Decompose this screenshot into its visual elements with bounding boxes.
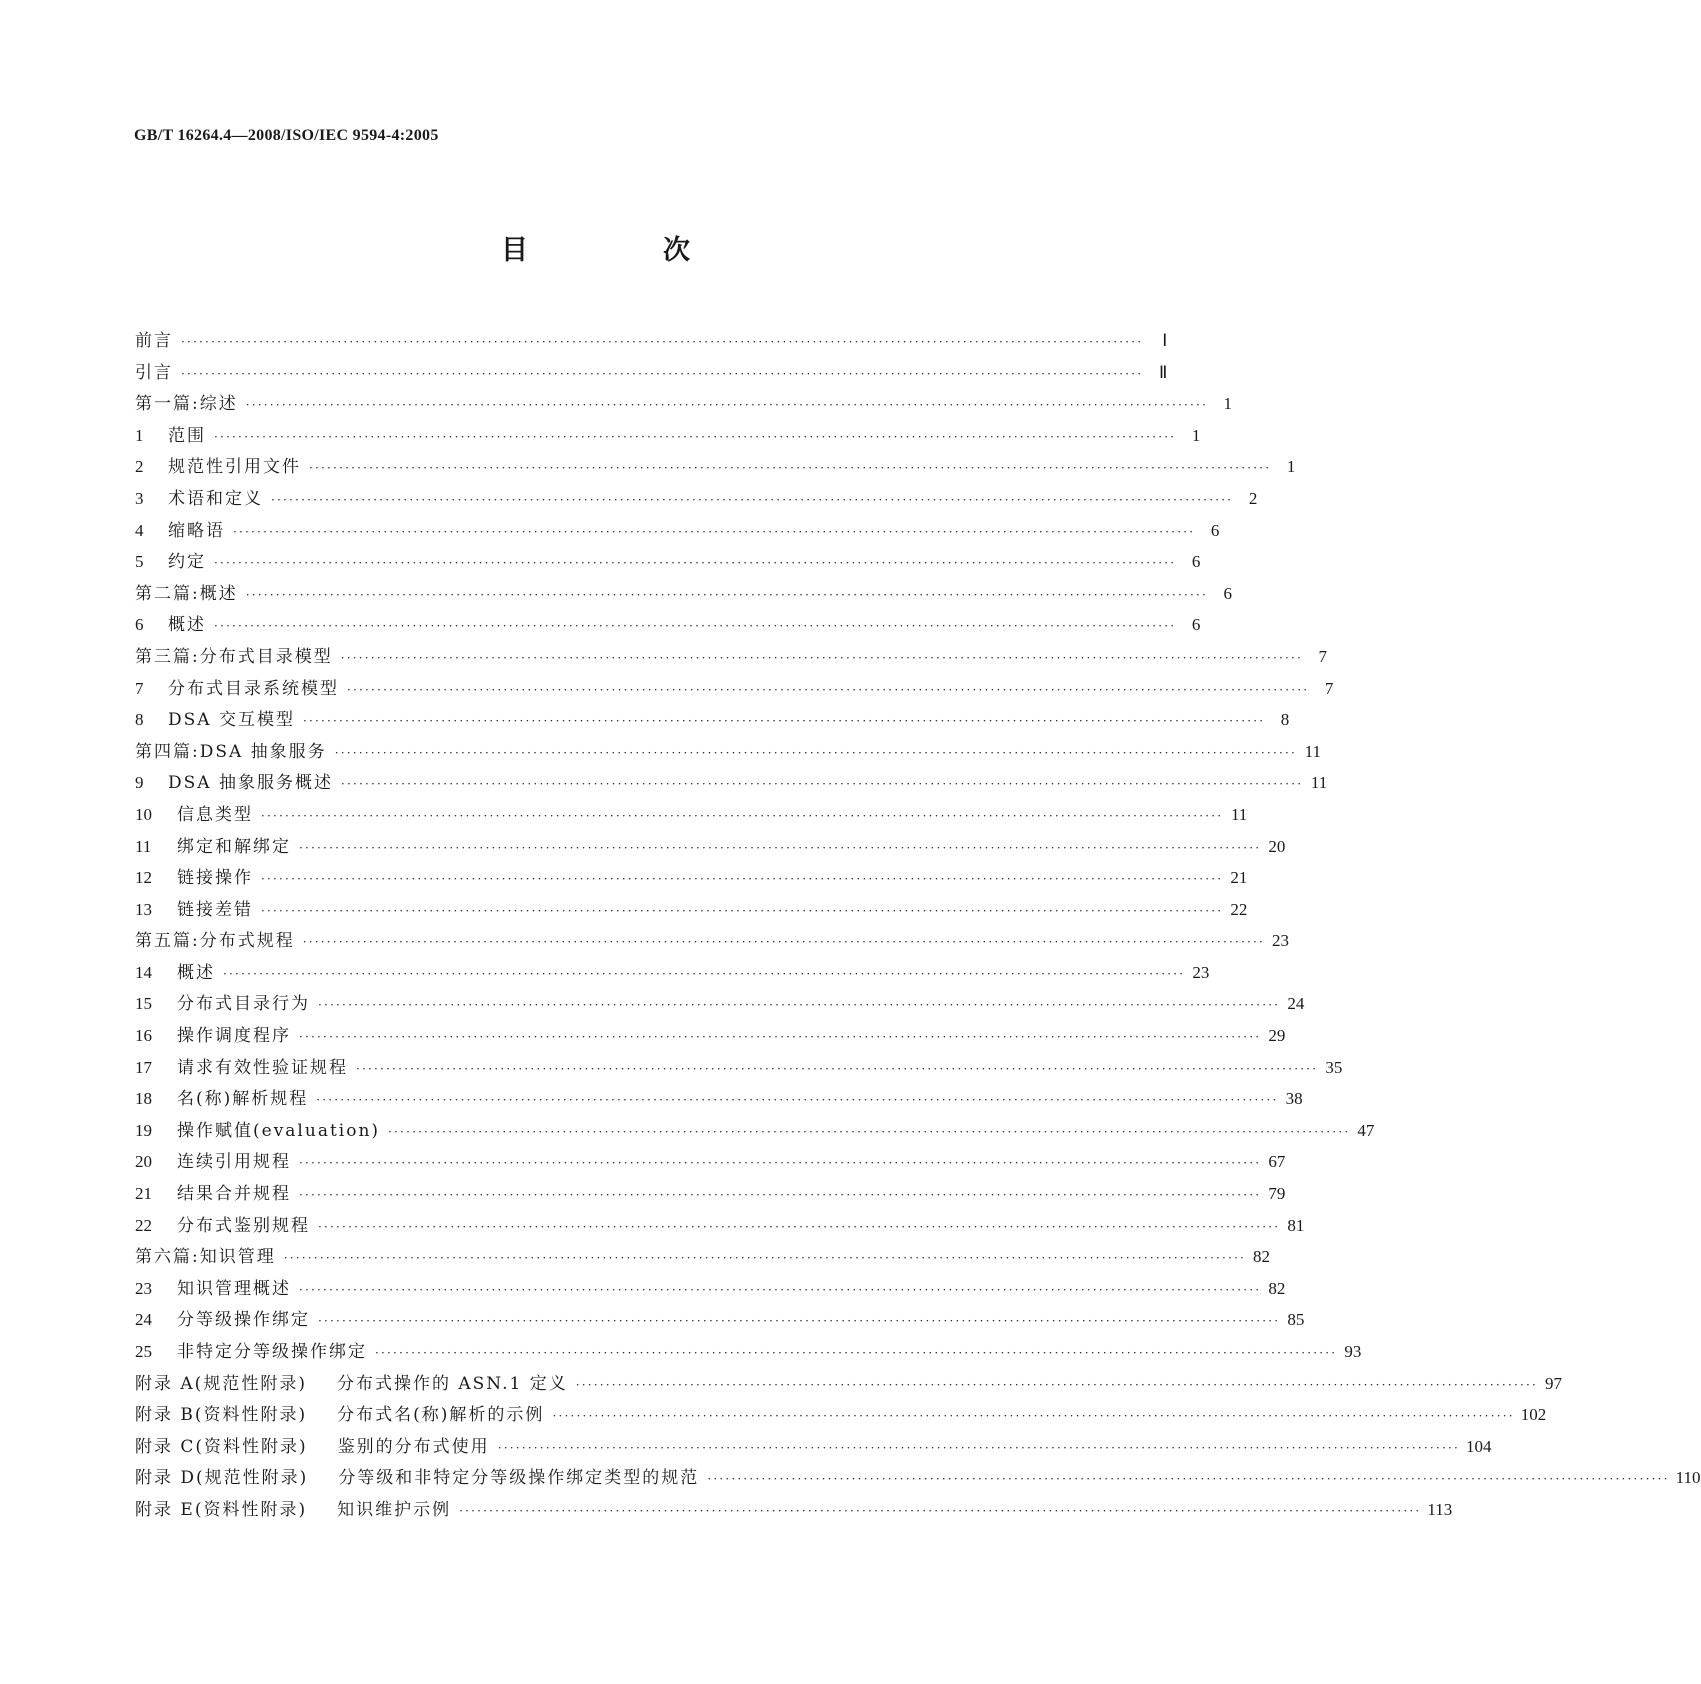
toc-leader-dots: ································································································································································ bbox=[181, 335, 1144, 349]
toc-entry-title: 缩略语 bbox=[168, 520, 225, 541]
toc-leader-dots: ································································································································································ bbox=[318, 998, 1281, 1013]
toc-entry-title: 第四篇:DSA 抽象服务 bbox=[135, 741, 327, 762]
toc-leader-dots: ································································································································································ bbox=[309, 461, 1272, 476]
toc-entry-title: 分布式目录系统模型 bbox=[168, 678, 339, 699]
toc-entry-page-number: 23 bbox=[1192, 962, 1210, 982]
toc-entry[interactable] bbox=[135, 1463, 1701, 1495]
toc-leader-dots: ································································································································································ bbox=[302, 935, 1266, 950]
toc-entry-title: 绑定和解绑定 bbox=[177, 836, 291, 857]
toc-entry-number: 1 bbox=[135, 425, 144, 445]
toc-entry-number: 19 bbox=[135, 1120, 152, 1140]
toc-entry[interactable] bbox=[135, 579, 1233, 611]
toc-entry-title: 范围 bbox=[168, 425, 206, 446]
toc-entry[interactable] bbox=[135, 421, 1201, 453]
toc-entry-page-number: 11 bbox=[1310, 773, 1328, 793]
toc-entry-title: 规范性引用文件 bbox=[168, 457, 301, 478]
toc-entry-page-number: 97 bbox=[1545, 1373, 1563, 1393]
toc-entry-page-number: 11 bbox=[1230, 804, 1248, 824]
toc-entry[interactable] bbox=[135, 1495, 1453, 1527]
toc-entry-subtitle: 知识维护示例 bbox=[337, 1499, 452, 1520]
toc-entry-title: 附录 A(规范性附录) bbox=[135, 1373, 307, 1394]
toc-entry-number: 13 bbox=[135, 899, 152, 919]
toc-leader-dots: ································································································································································ bbox=[299, 840, 1262, 855]
toc-leader-dots: ································································································································································ bbox=[375, 1346, 1338, 1360]
toc-entry[interactable] bbox=[135, 642, 1328, 674]
toc-entry-title: 前言 bbox=[135, 331, 173, 351]
toc-entry-page-number: 81 bbox=[1287, 1215, 1305, 1235]
toc-entry[interactable] bbox=[135, 1337, 1362, 1369]
toc-entry-title: 第三篇:分布式目录模型 bbox=[135, 646, 333, 667]
toc-entry-title: DSA 交互模型 bbox=[168, 710, 295, 731]
toc-entry[interactable] bbox=[135, 389, 1233, 421]
toc-entry-page-number: 7 bbox=[1324, 678, 1334, 698]
toc-entry-number: 18 bbox=[135, 1089, 152, 1109]
toc-entry-subtitle: 分布式名(称)解析的示例 bbox=[337, 1405, 545, 1426]
toc-entry-title: 附录 D(规范性附录) bbox=[135, 1468, 309, 1489]
toc-leader-dots: ································································································································································ bbox=[214, 556, 1177, 571]
toc-entry[interactable] bbox=[135, 1400, 1547, 1432]
toc-entry-page-number: 102 bbox=[1520, 1405, 1547, 1425]
toc-entry[interactable] bbox=[135, 1242, 1271, 1274]
toc-leader-dots: ································································································································································ bbox=[340, 777, 1304, 792]
toc-leader-dots: ································································································································································ bbox=[245, 587, 1209, 602]
toc-entry-number: 4 bbox=[135, 520, 144, 540]
toc-entry-title: 第五篇:分布式规程 bbox=[135, 931, 295, 952]
toc-leader-dots: ································································································································································ bbox=[707, 1472, 1670, 1487]
document-code: GB/T 16264.4—2008/ISO/IEC 9594-4:2005 bbox=[134, 127, 439, 144]
toc-entry-number: 2 bbox=[135, 457, 144, 477]
toc-leader-dots: ································································································································································ bbox=[261, 808, 1224, 823]
toc-entry-page-number: 23 bbox=[1272, 931, 1290, 951]
toc-leader-dots: ································································································································································ bbox=[214, 619, 1177, 634]
toc-leader-dots: ································································································································································ bbox=[245, 398, 1209, 413]
toc-entry[interactable] bbox=[135, 1147, 1286, 1179]
toc-entry-number: 12 bbox=[135, 868, 152, 888]
toc-entry-number: 15 bbox=[135, 994, 152, 1014]
toc-entry[interactable] bbox=[135, 674, 1334, 706]
toc-entry-title: 请求有效性验证规程 bbox=[177, 1057, 348, 1078]
page-title: 目 次 bbox=[501, 235, 744, 266]
toc-entry-page-number: 22 bbox=[1230, 899, 1248, 919]
toc-leader-dots: ································································································································································ bbox=[223, 966, 1186, 981]
toc-leader-dots: ································································································································································ bbox=[299, 1188, 1262, 1203]
toc-entry-title: 附录 C(资料性附录) bbox=[135, 1436, 308, 1457]
toc-entry-page-number: 24 bbox=[1287, 994, 1305, 1014]
toc-entry-page-number: 2 bbox=[1248, 488, 1258, 508]
toc-entry-number: 3 bbox=[135, 488, 144, 508]
toc-entry-number: 21 bbox=[135, 1184, 152, 1204]
toc-entry-page-number: 82 bbox=[1253, 1247, 1271, 1267]
toc-entry[interactable] bbox=[135, 547, 1201, 579]
toc-entry-title: 附录 E(资料性附录) bbox=[135, 1499, 308, 1520]
toc-entry-page-number: 11 bbox=[1304, 741, 1321, 761]
toc-leader-dots: ································································································································································ bbox=[318, 1219, 1281, 1234]
toc-entry-number: 8 bbox=[135, 710, 144, 730]
toc-leader-dots: ································································································································································ bbox=[261, 872, 1224, 887]
toc-entry-subtitle: 分布式操作的 ASN.1 定义 bbox=[336, 1373, 568, 1394]
toc-entry-number: 6 bbox=[135, 615, 144, 635]
toc-leader-dots: ································································································································································ bbox=[271, 492, 1234, 507]
toc-entry[interactable] bbox=[135, 610, 1201, 642]
toc-leader-dots: ································································································································································ bbox=[302, 714, 1266, 729]
toc-entry-subtitle: 鉴别的分布式使用 bbox=[337, 1436, 490, 1457]
toc-entry-title: 第六篇:知识管理 bbox=[135, 1247, 276, 1268]
toc-leader-dots: ································································································································································ bbox=[388, 1124, 1351, 1139]
toc-entry-title: 第二篇:概述 bbox=[135, 583, 238, 604]
toc-entry-page-number: 21 bbox=[1230, 868, 1248, 888]
toc-entry[interactable] bbox=[135, 705, 1290, 737]
toc-entry[interactable] bbox=[135, 1116, 1375, 1148]
toc-entry-page-number: 6 bbox=[1191, 615, 1201, 635]
toc-entry[interactable] bbox=[135, 737, 1321, 769]
toc-entry[interactable] bbox=[135, 1021, 1286, 1053]
toc-entry-number: 20 bbox=[135, 1152, 152, 1172]
toc-entry-number: 17 bbox=[135, 1057, 152, 1077]
toc-entry-title: 链接操作 bbox=[177, 868, 253, 889]
toc-leader-dots: ································································································································································ bbox=[459, 1503, 1422, 1518]
toc-leader-dots: ································································································································································ bbox=[575, 1377, 1539, 1392]
toc-entry[interactable] bbox=[135, 1211, 1305, 1243]
toc-entry[interactable] bbox=[135, 516, 1220, 548]
toc-entry-page-number: 47 bbox=[1357, 1120, 1375, 1140]
toc-entry-number: 14 bbox=[135, 962, 152, 982]
toc-entry-title: 操作赋值(evaluation) bbox=[177, 1120, 381, 1141]
toc-entry-page-number: 29 bbox=[1268, 1026, 1286, 1046]
toc-entry-title: 结果合并规程 bbox=[177, 1184, 291, 1205]
toc-entry-page-number: 6 bbox=[1223, 583, 1233, 603]
toc-entry-number: 22 bbox=[135, 1215, 152, 1235]
toc-entry[interactable] bbox=[135, 452, 1296, 484]
toc-entry[interactable] bbox=[135, 926, 1290, 958]
toc-entry[interactable] bbox=[135, 1305, 1305, 1337]
toc-leader-dots: ································································································································································ bbox=[356, 1061, 1319, 1076]
toc-entry[interactable] bbox=[135, 768, 1328, 800]
toc-entry-page-number: 79 bbox=[1268, 1184, 1286, 1204]
toc-entry-page-number: 35 bbox=[1325, 1057, 1343, 1077]
toc-entry-page-number: 6 bbox=[1210, 520, 1220, 540]
toc-leader-dots: ································································································································································ bbox=[497, 1440, 1460, 1455]
toc-entry[interactable] bbox=[135, 958, 1210, 990]
toc-entry[interactable] bbox=[135, 358, 1168, 390]
toc-leader-dots: ································································································································································ bbox=[334, 745, 1297, 760]
toc-entry-title: 分布式目录行为 bbox=[177, 994, 310, 1015]
toc-entry-number: 7 bbox=[135, 678, 144, 698]
toc-entry-page-number: 82 bbox=[1268, 1278, 1286, 1298]
toc-entry-number: 5 bbox=[135, 552, 144, 572]
toc-entry[interactable] bbox=[135, 1179, 1286, 1211]
toc-leader-dots: ································································································································································ bbox=[316, 1093, 1279, 1108]
toc-entry-number: 10 bbox=[135, 804, 152, 824]
toc-leader-dots: ································································································································································ bbox=[233, 524, 1196, 539]
toc-entry-title: DSA 抽象服务概述 bbox=[168, 773, 333, 794]
toc-entry-page-number: 8 bbox=[1280, 710, 1290, 730]
toc-entry-page-number: 113 bbox=[1427, 1499, 1453, 1519]
table-of-contents bbox=[135, 326, 1701, 1527]
toc-entry-title: 分等级操作绑定 bbox=[177, 1310, 310, 1331]
toc-entry-number: 16 bbox=[135, 1026, 152, 1046]
toc-leader-dots: ································································································································································ bbox=[347, 682, 1310, 697]
toc-entry-title: 术语和定义 bbox=[168, 488, 263, 509]
toc-entry-page-number: 104 bbox=[1466, 1436, 1492, 1456]
toc-entry-title: 名(称)解析规程 bbox=[177, 1089, 309, 1110]
toc-entry-number: 11 bbox=[135, 836, 152, 856]
toc-entry-page-number: Ⅱ bbox=[1158, 362, 1168, 382]
toc-entry-page-number: 1 bbox=[1286, 457, 1296, 477]
toc-entry-page-number: 1 bbox=[1191, 425, 1201, 445]
toc-entry[interactable] bbox=[135, 484, 1258, 516]
toc-entry[interactable] bbox=[135, 1084, 1303, 1116]
toc-entry[interactable] bbox=[135, 1274, 1286, 1306]
toc-entry-number: 24 bbox=[135, 1310, 152, 1330]
toc-entry[interactable] bbox=[135, 1053, 1343, 1085]
toc-entry-title: 信息类型 bbox=[177, 804, 253, 825]
toc-entry-number: 9 bbox=[135, 773, 144, 793]
toc-entry-title: 知识管理概述 bbox=[177, 1278, 291, 1299]
toc-entry[interactable] bbox=[135, 326, 1168, 358]
toc-leader-dots: ································································································································································ bbox=[340, 650, 1304, 665]
toc-entry-title: 连续引用规程 bbox=[177, 1152, 291, 1173]
toc-entry[interactable] bbox=[135, 832, 1286, 864]
toc-leader-dots: ································································································································································ bbox=[299, 1156, 1262, 1171]
toc-entry-page-number: Ⅰ bbox=[1162, 331, 1168, 350]
toc-entry-subtitle: 分等级和非特定分等级操作绑定类型的规范 bbox=[338, 1468, 700, 1489]
toc-entry[interactable] bbox=[135, 1432, 1492, 1464]
toc-entry-title: 分布式鉴别规程 bbox=[177, 1215, 310, 1236]
toc-leader-dots: ································································································································································ bbox=[318, 1314, 1281, 1329]
toc-leader-dots: ································································································································································ bbox=[299, 1282, 1262, 1297]
toc-entry-page-number: 67 bbox=[1268, 1152, 1286, 1172]
toc-entry-title: 操作调度程序 bbox=[177, 1026, 291, 1047]
toc-entry-page-number: 85 bbox=[1287, 1310, 1305, 1330]
toc-entry[interactable] bbox=[135, 989, 1305, 1021]
toc-entry-title: 引言 bbox=[135, 362, 173, 383]
toc-entry-number: 25 bbox=[135, 1342, 152, 1361]
toc-leader-dots: ································································································································································ bbox=[283, 1251, 1247, 1266]
toc-leader-dots: ································································································································································ bbox=[552, 1409, 1515, 1424]
toc-entry-page-number: 38 bbox=[1285, 1089, 1303, 1109]
toc-entry-page-number: 7 bbox=[1318, 646, 1328, 666]
toc-entry-title: 非特定分等级操作绑定 bbox=[177, 1342, 367, 1362]
toc-entry-title: 概述 bbox=[168, 615, 206, 636]
toc-entry-title: 附录 B(资料性附录) bbox=[135, 1405, 308, 1426]
toc-entry-title: 链接差错 bbox=[177, 899, 253, 920]
toc-entry-title: 概述 bbox=[177, 962, 215, 983]
toc-leader-dots: ································································································································································ bbox=[181, 366, 1144, 381]
toc-entry-page-number: 93 bbox=[1344, 1342, 1362, 1361]
toc-leader-dots: ································································································································································ bbox=[261, 903, 1224, 918]
toc-entry-number: 23 bbox=[135, 1278, 152, 1298]
toc-entry-title: 约定 bbox=[168, 552, 206, 573]
toc-entry[interactable] bbox=[135, 895, 1248, 927]
toc-leader-dots: ································································································································································ bbox=[299, 1030, 1262, 1045]
toc-entry-page-number: 6 bbox=[1191, 552, 1201, 572]
toc-entry-title: 第一篇:综述 bbox=[135, 394, 238, 415]
toc-entry-page-number: 1 bbox=[1223, 394, 1233, 414]
toc-entry[interactable] bbox=[135, 863, 1248, 895]
toc-entry-page-number: 20 bbox=[1268, 836, 1286, 856]
toc-entry[interactable] bbox=[135, 800, 1248, 832]
toc-leader-dots: ································································································································································ bbox=[214, 429, 1177, 444]
toc-entry[interactable] bbox=[135, 1369, 1563, 1401]
toc-entry-page-number: 110 bbox=[1675, 1468, 1701, 1488]
